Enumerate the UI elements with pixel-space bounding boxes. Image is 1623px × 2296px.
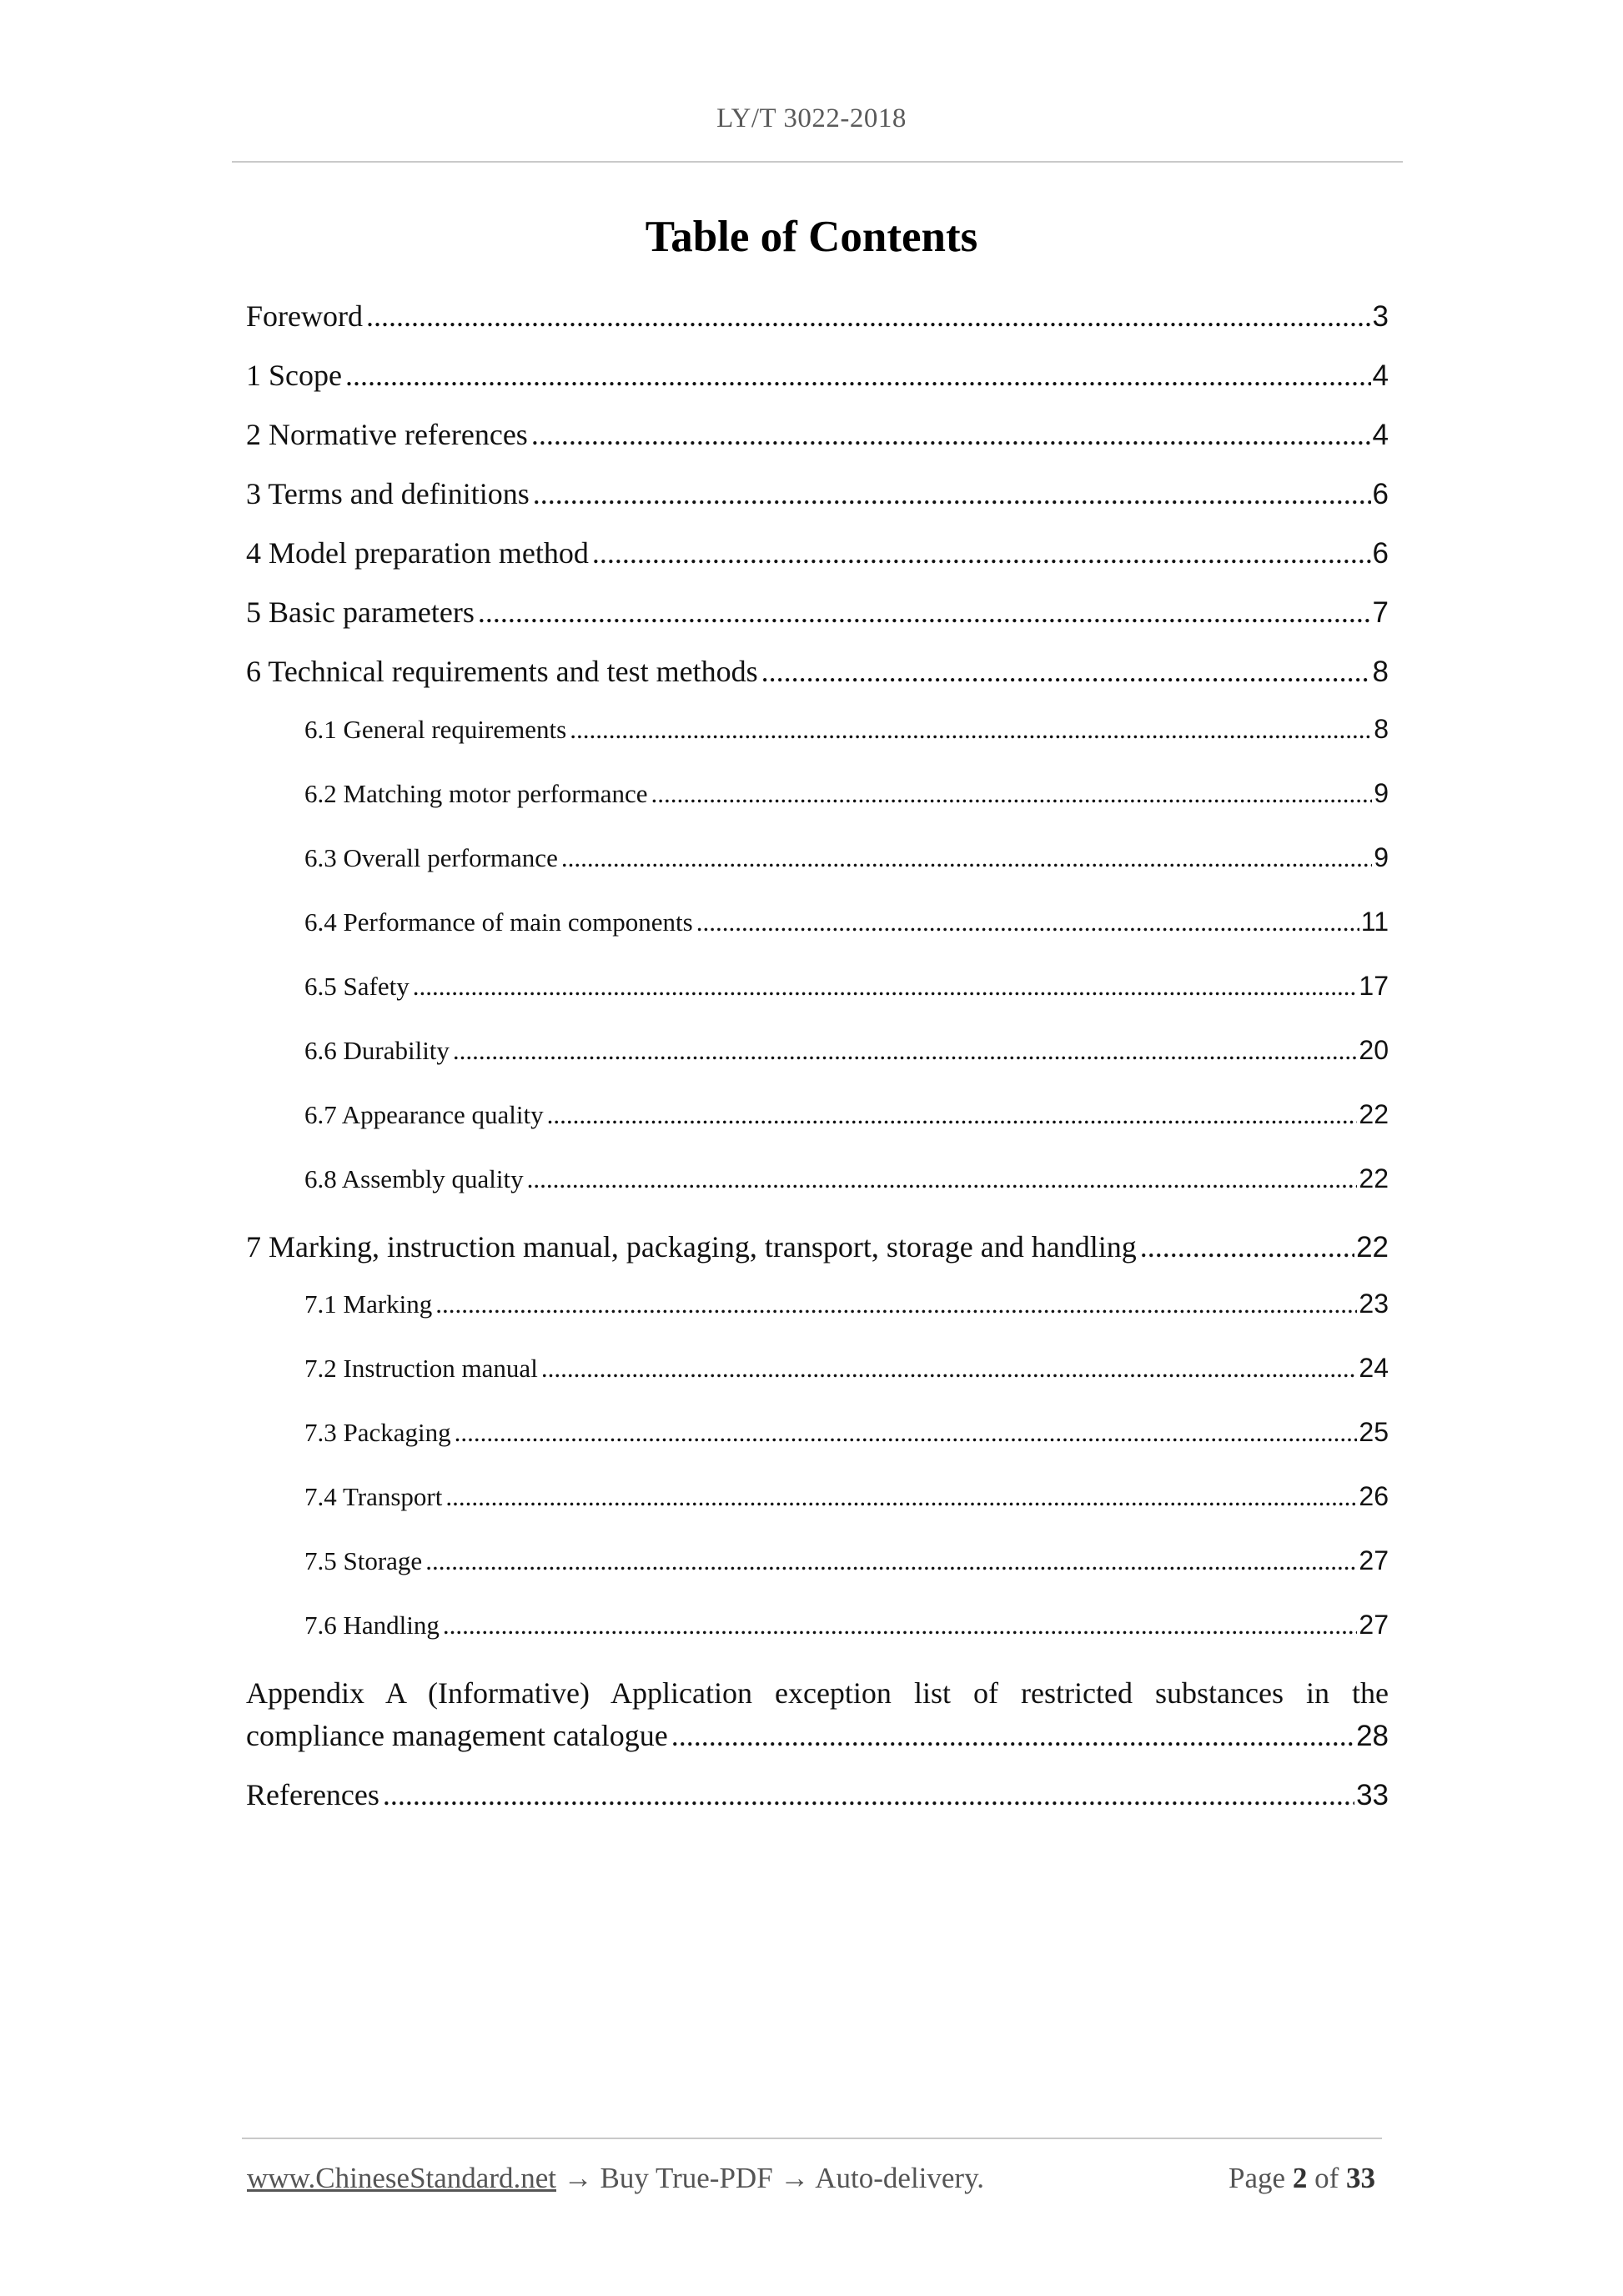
page-word: Page — [1229, 2162, 1286, 2194]
toc-entry-label: 1 Scope — [246, 359, 342, 392]
toc-entry-label: References — [246, 1778, 379, 1811]
toc-entry-page: 9 — [1374, 778, 1389, 808]
toc-entry-appendix-a-line1[interactable]: Appendix A (Informative) Application exception list of restricted substances in the — [246, 1676, 1389, 1710]
toc-entry-page: 7 — [1372, 596, 1389, 629]
toc-leader-dots — [1137, 1229, 1354, 1264]
toc-entry-label: 6.8 Assembly quality — [304, 1164, 524, 1193]
toc-entry-label: 7.5 Storage — [304, 1546, 423, 1575]
toc-leader-dots — [647, 779, 1372, 809]
toc-entry-page: 22 — [1359, 1163, 1389, 1193]
toc-entry-page: 23 — [1359, 1289, 1389, 1319]
toc-entry-page: 22 — [1356, 1231, 1389, 1264]
toc-leader-dots — [693, 907, 1359, 937]
toc-entry-page: 27 — [1359, 1545, 1389, 1575]
toc-entry-normative-references[interactable] — [246, 417, 1389, 452]
toc-entry-page: 26 — [1359, 1481, 1389, 1511]
toc-entry-page: 6 — [1372, 478, 1389, 510]
toc-leader-dots — [589, 535, 1371, 570]
toc-entry-label: 6.1 General requirements — [304, 715, 567, 744]
toc-entry-label: compliance management catalogue — [246, 1719, 668, 1752]
toc-entry-page: 4 — [1372, 419, 1389, 451]
arrow-right-icon: → — [780, 2162, 810, 2194]
toc-entry-label: 6.6 Durability — [304, 1036, 450, 1065]
toc-entry-page: 24 — [1359, 1353, 1389, 1383]
toc-entry-label: 3 Terms and definitions — [246, 477, 530, 510]
header-doc-code: LY/T 3022-2018 — [716, 103, 907, 133]
toc-entry-label: 6.5 Safety — [304, 972, 410, 1001]
toc-leader-dots — [538, 1354, 1358, 1384]
of-word: of — [1314, 2162, 1339, 2194]
toc-entry-label: 7.3 Packaging — [304, 1418, 451, 1447]
page-title: Table of Contents — [645, 213, 978, 261]
toc-leader-dots — [422, 1546, 1357, 1576]
toc-entry-7-5[interactable] — [304, 1545, 1389, 1576]
toc-leader-dots — [528, 417, 1371, 452]
toc-entry-page: 17 — [1359, 971, 1389, 1001]
toc-entry-6-1[interactable] — [304, 714, 1389, 745]
toc-entry-6-2[interactable] — [304, 778, 1389, 809]
toc-entry-label: 6.4 Performance of main components — [304, 907, 693, 937]
toc-leader-dots — [566, 715, 1372, 745]
toc-leader-dots — [530, 476, 1371, 511]
toc-entry-label: 7.6 Handling — [304, 1610, 440, 1640]
toc-leader-dots — [342, 358, 1371, 393]
toc-entry-label: 2 Normative references — [246, 418, 528, 451]
toc-leader-dots — [758, 654, 1371, 689]
toc-entry-label: 6.7 Appearance quality — [304, 1100, 544, 1129]
toc-leader-dots — [379, 1777, 1354, 1812]
toc-entry-label: 6.2 Matching motor performance — [304, 779, 648, 808]
header-divider — [232, 161, 1403, 163]
buy-true-pdf-text: Buy True-PDF — [600, 2162, 773, 2194]
toc-leader-dots — [363, 299, 1371, 334]
toc-entry-model-preparation[interactable] — [246, 535, 1389, 570]
toc-leader-dots — [475, 595, 1371, 630]
toc-entry-page: 6 — [1372, 537, 1389, 570]
toc-entry-6-6[interactable] — [304, 1035, 1389, 1066]
toc-entry-page: 8 — [1374, 714, 1389, 744]
footer-divider — [242, 2138, 1382, 2139]
toc-leader-dots — [442, 1482, 1357, 1512]
toc-entry-page: 22 — [1359, 1099, 1389, 1129]
toc-entry-label: 5 Basic parameters — [246, 595, 475, 629]
arrow-right-icon: → — [563, 2162, 593, 2194]
toc-leader-dots — [432, 1289, 1357, 1319]
toc-entry-references[interactable] — [246, 1777, 1389, 1812]
toc-entry-page: 8 — [1372, 656, 1389, 688]
toc-entry-page: 27 — [1359, 1610, 1389, 1640]
toc-leader-dots — [451, 1418, 1358, 1448]
toc-entry-label: 6 Technical requirements and test methods — [246, 655, 758, 688]
toc-entry-7-4[interactable] — [304, 1481, 1389, 1512]
site-link[interactable]: www.ChineseStandard.net — [247, 2162, 556, 2194]
toc-leader-dots — [410, 972, 1358, 1002]
toc-entry-technical-requirements[interactable] — [246, 654, 1389, 689]
toc-entry-7-6[interactable] — [304, 1610, 1389, 1640]
footer-promo — [247, 2162, 984, 2195]
toc-entry-page: 20 — [1359, 1035, 1389, 1065]
toc-entry-6-4[interactable] — [304, 907, 1389, 937]
toc-entry-label: 7.1 Marking — [304, 1289, 433, 1319]
toc-leader-dots — [544, 1100, 1358, 1130]
page-number — [1229, 2162, 1375, 2195]
toc-leader-dots — [524, 1164, 1358, 1194]
toc-entry-label: 7.4 Transport — [304, 1482, 443, 1511]
toc-entry-label: 7.2 Instruction manual — [304, 1354, 538, 1383]
toc-entry-7-2[interactable] — [304, 1353, 1389, 1384]
toc-entry-scope[interactable] — [246, 358, 1389, 393]
toc-entry-6-8[interactable] — [304, 1163, 1389, 1194]
current-page: 2 — [1292, 2162, 1308, 2194]
toc-entry-appendix-a[interactable] — [246, 1718, 1389, 1753]
toc-entry-label: 6.3 Overall performance — [304, 843, 558, 872]
toc-entry-foreword[interactable] — [246, 299, 1389, 334]
toc-leader-dots — [440, 1610, 1358, 1640]
toc-entry-page: 28 — [1356, 1720, 1389, 1752]
toc-entry-page: 4 — [1372, 359, 1389, 392]
toc-entry-6-7[interactable] — [304, 1099, 1389, 1130]
toc-entry-label: 4 Model preparation method — [246, 536, 589, 570]
toc-leader-dots — [558, 843, 1372, 873]
toc-entry-label: 7 Marking, instruction manual, packaging, transport, storage and handling — [246, 1230, 1137, 1264]
toc-entry-marking-packaging[interactable] — [246, 1229, 1389, 1264]
toc-entry-7-1[interactable] — [304, 1289, 1389, 1319]
toc-entry-page: 9 — [1374, 842, 1389, 872]
toc-leader-dots — [450, 1036, 1357, 1066]
toc-entry-6-3[interactable] — [304, 842, 1389, 873]
toc-entry-page: 33 — [1356, 1779, 1389, 1811]
toc-entry-6-5[interactable] — [304, 971, 1389, 1002]
toc-entry-page: 25 — [1359, 1417, 1389, 1447]
toc-entry-terms-definitions[interactable] — [246, 476, 1389, 511]
auto-delivery-text: Auto-delivery. — [815, 2162, 985, 2194]
toc-entry-page: 3 — [1372, 300, 1389, 333]
toc-entry-7-3[interactable] — [304, 1417, 1389, 1448]
toc-entry-basic-parameters[interactable] — [246, 595, 1389, 630]
toc-entry-label: Foreword — [246, 299, 363, 333]
toc-leader-dots — [668, 1718, 1354, 1753]
toc-entry-page: 11 — [1360, 907, 1389, 937]
total-pages: 33 — [1346, 2162, 1375, 2194]
